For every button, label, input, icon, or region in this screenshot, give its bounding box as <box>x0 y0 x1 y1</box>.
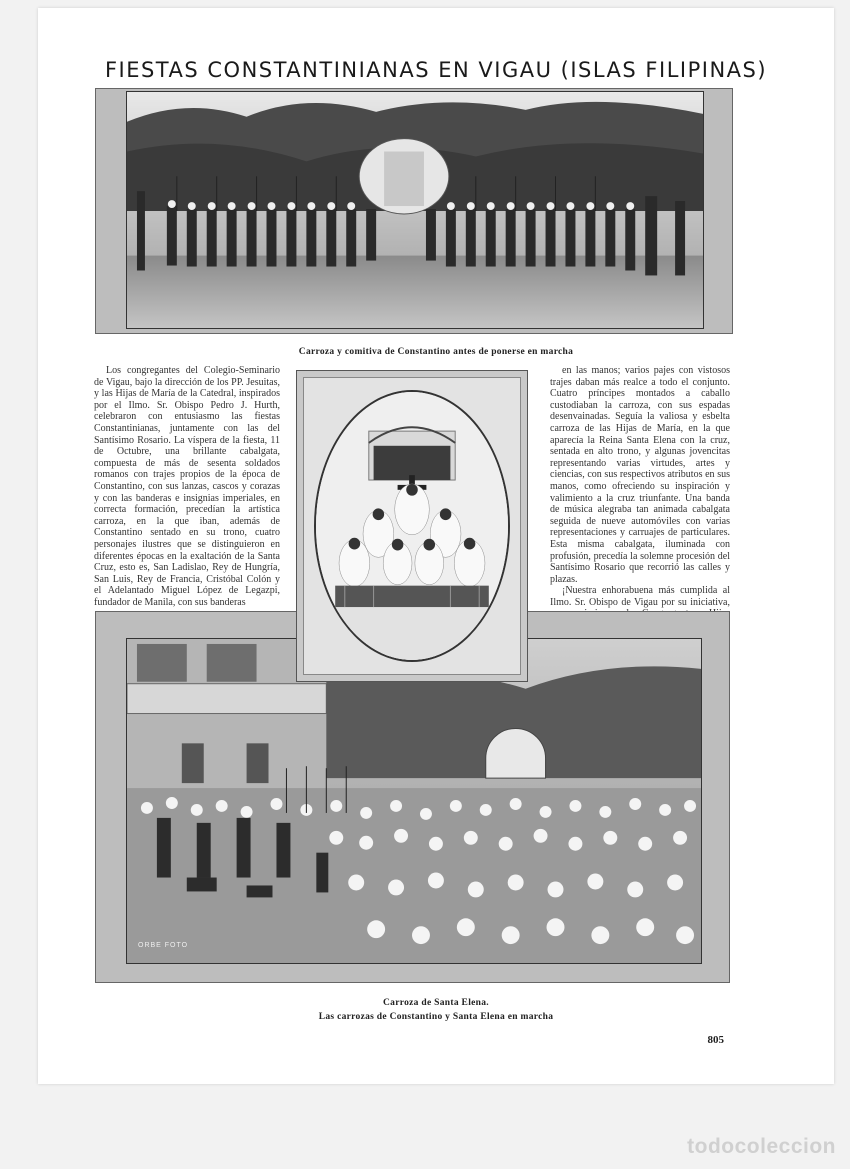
middle-oval-photo <box>314 390 510 662</box>
article-paragraph: ¡Nuestra enhorabuena más cumplida al Ilmo. Sr. Obispo de Vigau por su iniciativa, <box>550 585 730 608</box>
oval-photo-mat <box>303 377 521 675</box>
top-photo-frame <box>95 88 733 334</box>
photo-credit: ORBE FOTO <box>138 942 189 949</box>
watermark-logo: todocoleccion <box>687 1135 836 1158</box>
procession-photo-image <box>127 92 703 328</box>
top-photo <box>126 91 704 329</box>
street-procession-image <box>127 639 701 963</box>
top-photo-caption: Carroza y comitiva de Constantino antes de ponerse en marcha <box>298 347 574 357</box>
article-paragraph: en las manos; varios pajes con vistosos trajes daban más realce a todo el conjunto. Cuatro príncipes montados a caballo custodiaban la carroza, con sus espadas desenvainadas. Seguía la valiosa y esbelta carroza de las Hijas de María, en la que aparecía la Reina Santa Elena con la cruz, sentada en alto trono, y algunas jovencitas representando varias virtudes, artes y ciencias, con sus respectivos atributos en sus manos, como ofreciendo su inspiración y valimiento a la cruz triunfante. Una banda de música alegraba tan animada cabalgata seguida de nueve automóviles con varias representaciones y carruajes de particulares. Esta misma cabalgata, iluminada con profusión, precedía la solemne procesión del Santísimo Rosario que recorrió las calles y plazas. <box>550 365 730 585</box>
article-right-column <box>550 365 730 632</box>
middle-oval-photo-frame <box>296 370 528 682</box>
page-title: FIESTAS CONSTANTINIANAS EN VIGAU (ISLAS FILIPINAS) <box>104 58 768 82</box>
article-left-column <box>94 365 280 608</box>
magazine-page <box>38 8 834 1084</box>
santa-elena-float-image <box>316 392 508 660</box>
middle-photo-caption: Carroza de Santa Elena. <box>383 998 489 1008</box>
bottom-photo-caption: Las carrozas de Constantino y Santa Elena en marcha <box>318 1012 554 1022</box>
page-number: 805 <box>707 1034 724 1046</box>
article-paragraph: Los congregantes del Colegio-Seminario de Vigau, bajo la dirección de los PP. Jesuitas, y las Hijas de María de la Catedral, inspirados por el Ilmo. Sr. Obispo Pedro J. Hurth, celebraron con entusiasmo las fiestas Constantinianas, juntamente con las del Santísimo Rosario. La víspera de la fiesta, 11 de Octubre, una brillante cabalgata, compuesta de más de sesenta soldados romanos con trajes propios de la época de Constantino, con sus lanzas, cascos y corazas y con las banderas e insignias imperiales, en correcta formación, precedían la artística carroza, en la que iban, además de Constantino sentado en su trono, cuatro personajes ilustres que se distinguieron en diferentes épocas en la exaltación de la Santa Cruz, esto es, San Ladislao, Rey de Hungría, San Luis, Rey de Francia, Cristóbal Colón y el Adelantado Miguel López de Legazpi, fundador de Manila, con sus banderas <box>94 365 280 608</box>
bottom-photo <box>126 638 702 964</box>
